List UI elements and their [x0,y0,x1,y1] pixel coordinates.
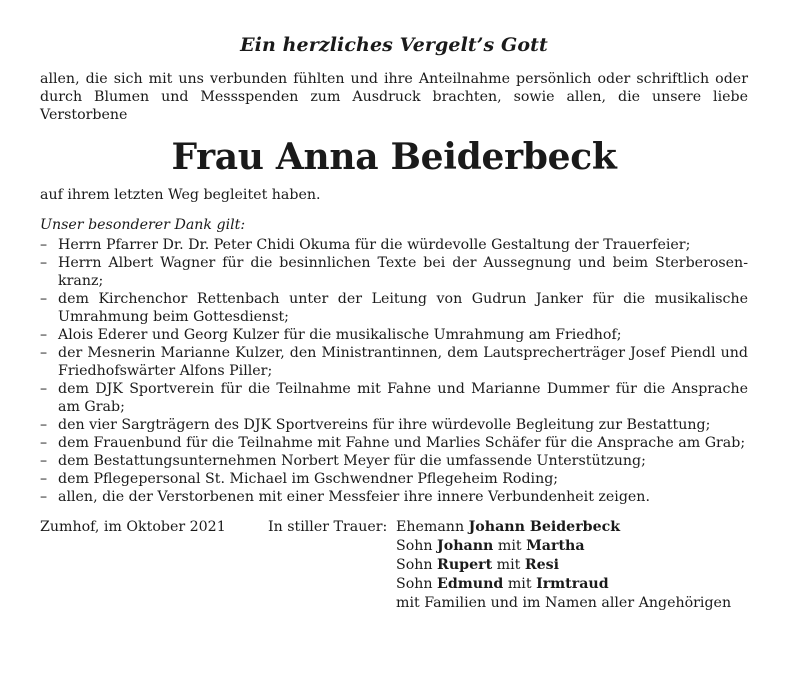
dash-bullet: – [40,255,48,271]
mourner-line [396,518,731,537]
dash-bullet: – [40,417,48,433]
thanks-list [40,236,748,506]
list-item-text: Herrn Albert Wagner für die besinnlichen Texte bei der Aussegnung und beim Sterberosenkranz; [58,255,748,289]
mourner-name: Johann Beiderbeck [468,519,621,535]
deceased-name: Frau Anna Beiderbeck [171,136,617,178]
list-item [40,380,748,416]
list-item-text: dem Pflegepersonal St. Michael im Gschwendner Pflegeheim Roding; [58,471,559,487]
signature-block [40,518,748,613]
dash-bullet: – [40,471,48,487]
mourner-connector: mit [503,576,537,592]
special-thanks-heading: Unser besonderer Dank gilt: [40,217,246,233]
mourner-partner-name: Irmtraud [536,576,609,592]
mourner-relation: Sohn [396,576,438,592]
mourner-relation: Ehemann [396,519,469,535]
list-item [40,434,748,452]
mourner-line [396,556,731,575]
mourner-relation: Sohn [396,557,438,573]
list-item-text: dem Frauenbund für die Teilnahme mit Fahne und Marlies Schäfer für die Ansprache am Grab; [58,435,746,451]
list-item-text: Alois Ederer und Georg Kulzer für die musikalische Umrahmung am Friedhof; [58,327,622,343]
mourner-line [396,575,731,594]
list-item-text: der Mesnerin Marianne Kulzer, den Ministrantinnen, dem Lautsprecherträger Josef Piendl und Friedhofswärter Alfons Piller; [58,345,748,379]
mourner-name: Edmund [437,576,504,592]
dash-bullet: – [40,291,48,307]
after-name-text: auf ihrem letzten Weg begleitet haben. [40,187,321,203]
list-item [40,236,748,254]
list-item-text: allen, die der Verstorbenen mit einer Messfeier ihre innere Verbundenheit zeigen. [58,489,650,505]
mourning-label: In stiller Trauer: [268,519,388,535]
mourner-partner-name: Resi [524,557,560,573]
mourner-closing: mit Familien und im Namen aller Angehörigen [396,595,732,611]
mourner-relation: Sohn [396,538,438,554]
mourner-partner-name: Martha [526,538,585,554]
mourner-name: Rupert [437,557,493,573]
list-item [40,290,748,326]
list-item-text: Herrn Pfarrer Dr. Dr. Peter Chidi Okuma für die würdevolle Gestaltung der Trauerfeier; [58,237,691,253]
dash-bullet: – [40,345,48,361]
list-item-text: dem Bestattungsunternehmen Norbert Meyer für die umfassende Unterstützung; [58,453,646,469]
dash-bullet: – [40,453,48,469]
mourner-connector: mit [492,557,525,573]
mourner-line [396,537,731,556]
list-item [40,416,748,434]
place-date: Zumhof, im Oktober 2021 [40,519,226,535]
dash-bullet: – [40,327,48,343]
mourners-list [396,518,731,613]
thanks-title: Ein herzliches Vergelt’s Gott [240,34,548,56]
dash-bullet: – [40,489,48,505]
mourner-name: Johann [437,538,494,554]
mourner-connector: mit [493,538,527,554]
list-item-text: dem DJK Sportverein für die Teilnahme mit Fahne und Marianne Dummer für die Ansprache am Grab; [58,381,748,415]
list-item [40,470,748,488]
list-item [40,254,748,290]
list-item [40,344,748,380]
list-item [40,452,748,470]
list-item-text: dem Kirchenchor Rettenbach unter der Leitung von Gudrun Janker für die musikalische Umrahmung beim Gottesdienst; [58,291,748,325]
list-item [40,326,748,344]
dash-bullet: – [40,237,48,253]
dash-bullet: – [40,435,48,451]
list-item [40,488,748,506]
intro-text: allen, die sich mit uns verbunden fühlten und ihre Anteilnahme persönlich oder schriftlich oder durch Blumen und Messspenden zum Ausdruck brachten, sowie allen, die unsere liebe Verstorbene [40,71,748,123]
list-item-text: den vier Sargträgern des DJK Sportvereins für ihre würdevolle Begleitung zur Bestattung; [58,417,711,433]
dash-bullet: – [40,381,48,397]
